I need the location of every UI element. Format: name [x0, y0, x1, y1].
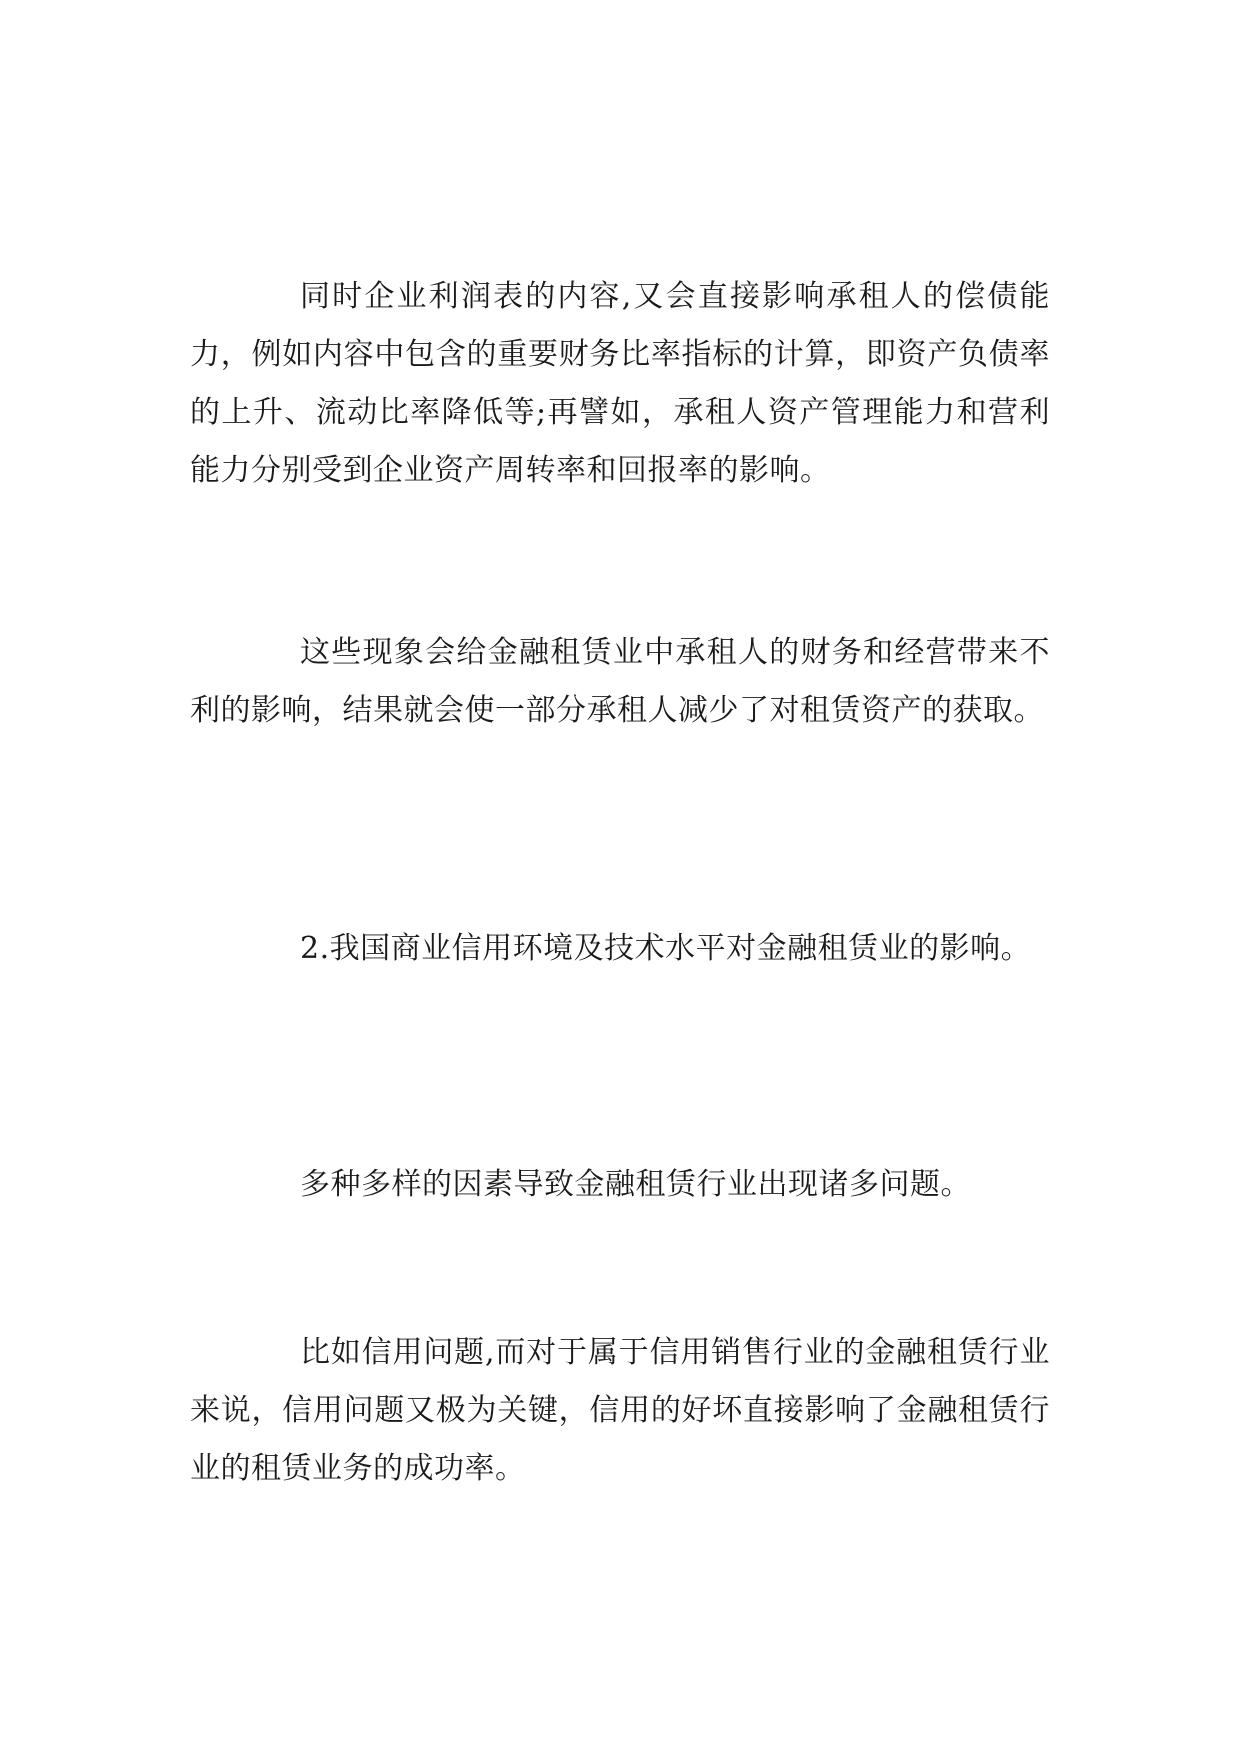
- paragraph-2: 这些现象会给金融租赁业中承租人的财务和经营带来不利的影响，结果就会使一部分承租人减少了对租赁资产的获取。: [190, 635, 1050, 728]
- paragraph-1: 同时企业利润表的内容,又会直接影响承租人的偿债能力，例如内容中包含的重要财务比率指标的计算，即资产负债率的上升、流动比率降低等;再譬如，承租人资产管理能力和营利能力分别受到企业资产周转率和回报率的影响。: [190, 279, 1050, 488]
- paragraph-5: 比如信用问题,而对于属于信用销售行业的金融租赁行业来说，信用问题又极为关键，信用的好坏直接影响了金融租赁行业的租赁业务的成功率。: [190, 1335, 1050, 1486]
- paragraph-3-heading: 2.我国商业信用环境及技术水平对金融租赁业的影响。: [300, 931, 1032, 966]
- paragraph-4: 多种多样的因素导致金融租赁行业出现诸多问题。: [300, 1167, 971, 1202]
